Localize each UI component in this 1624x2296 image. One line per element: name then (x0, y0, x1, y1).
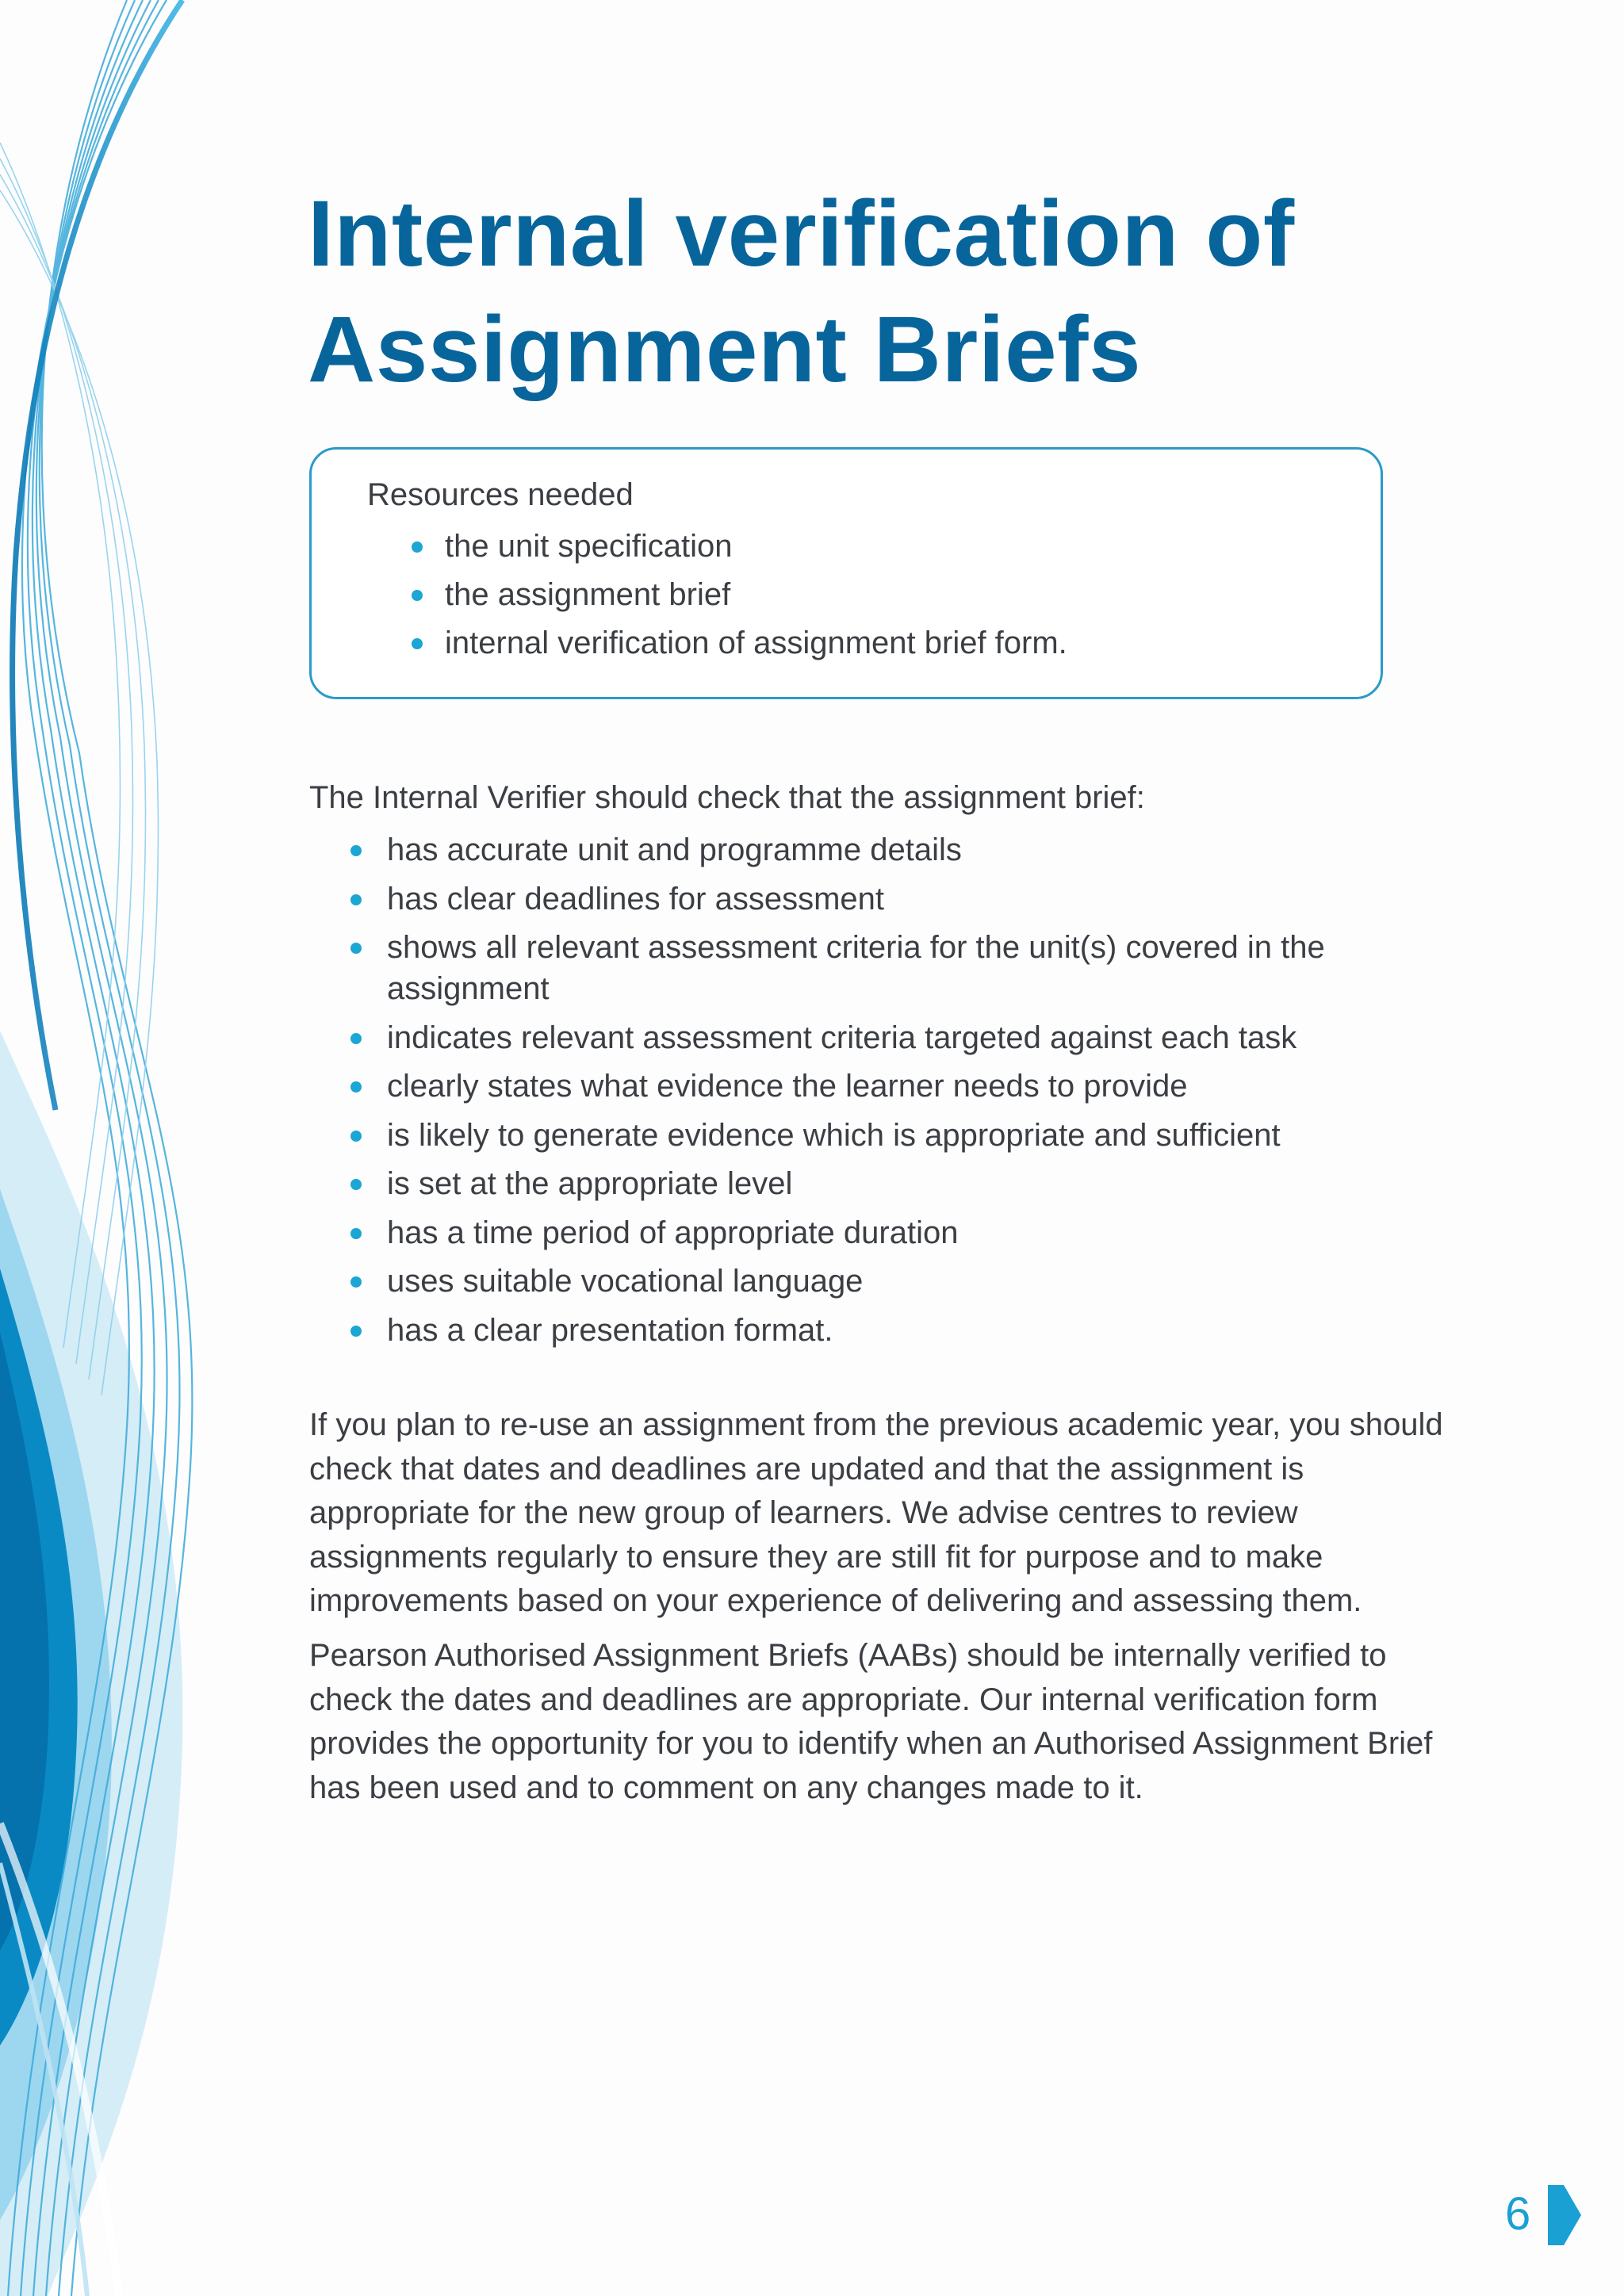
checklist-intro: The Internal Verifier should check that the assignment brief: (309, 780, 1145, 815)
bullet-icon (350, 943, 362, 954)
list-item (309, 1261, 1404, 1302)
list-item (309, 878, 1404, 920)
list-item-text: is set at the appropriate level (387, 1166, 793, 1201)
list-item-text: has clear deadlines for assessment (387, 881, 884, 916)
list-item (309, 1163, 1404, 1204)
list-item-text: has a clear presentation format. (387, 1312, 833, 1348)
bullet-icon (412, 590, 423, 601)
list-item-text: uses suitable vocational language (387, 1264, 864, 1299)
resources-needed-box (309, 447, 1383, 699)
bullet-icon (350, 1179, 362, 1190)
bullet-icon (350, 1276, 362, 1288)
verification-checklist (309, 829, 1404, 1358)
page-title-line2: Assignment Briefs (308, 297, 1142, 402)
bullet-icon (412, 638, 423, 649)
list-item-text: has accurate unit and programme details (387, 832, 962, 867)
bullet-icon (350, 1081, 362, 1093)
aab-paragraph: Pearson Authorised Assignment Briefs (AABs) should be internally verified to check the dates and deadlines are appropriate. Our internal verification form provides the opportunity for you to identify when an Authorised Assignment Brief has been used and to comment on any changes made to it. (309, 1638, 1433, 1805)
bullet-icon (350, 1228, 362, 1239)
bullet-icon (350, 845, 362, 856)
list-item (309, 1115, 1404, 1156)
list-item (309, 1310, 1404, 1351)
list-item-text: clearly states what evidence the learner needs to provide (387, 1069, 1188, 1104)
resources-heading: Resources needed (367, 477, 634, 512)
bullet-icon (350, 1033, 362, 1044)
resources-list (367, 522, 1381, 668)
page-title-line1: Internal verification of (308, 182, 1295, 286)
list-item-text: has a time period of appropriate duration (387, 1215, 959, 1250)
reuse-assignment-paragraph: If you plan to re-use an assignment from the previous academic year, you should check that dates and deadlines are updated and that the assignment is appropriate for the new group of learners. We advise centres to review assignments regularly to ensure they are still fit for purpose and to make improvements based on your experience of delivering and assessing them. (309, 1407, 1443, 1618)
list-item (309, 829, 1404, 871)
list-item-text: the unit specification (445, 529, 733, 564)
list-item-text: indicates relevant assessment criteria targeted against each task (387, 1020, 1297, 1055)
bullet-icon (350, 1131, 362, 1142)
list-item (309, 1066, 1404, 1107)
next-page-arrow-icon[interactable] (1548, 2185, 1581, 2245)
list-item-text: is likely to generate evidence which is appropriate and sufficient (387, 1117, 1281, 1153)
bullet-icon (350, 1326, 362, 1337)
page-title (308, 176, 1497, 408)
page-number: 6 (1505, 2188, 1531, 2240)
list-item (309, 1212, 1404, 1253)
list-item-text: shows all relevant assessment criteria for the unit(s) covered in the assignment (387, 930, 1325, 1006)
list-item (367, 522, 1381, 571)
list-item (367, 619, 1381, 668)
bullet-icon (350, 894, 362, 905)
list-item-text: the assignment brief (445, 577, 731, 612)
list-item-text: internal verification of assignment brief form. (445, 626, 1067, 660)
bullet-icon (412, 541, 423, 553)
list-item (309, 927, 1404, 1009)
list-item (367, 571, 1381, 619)
list-item (309, 1017, 1404, 1058)
